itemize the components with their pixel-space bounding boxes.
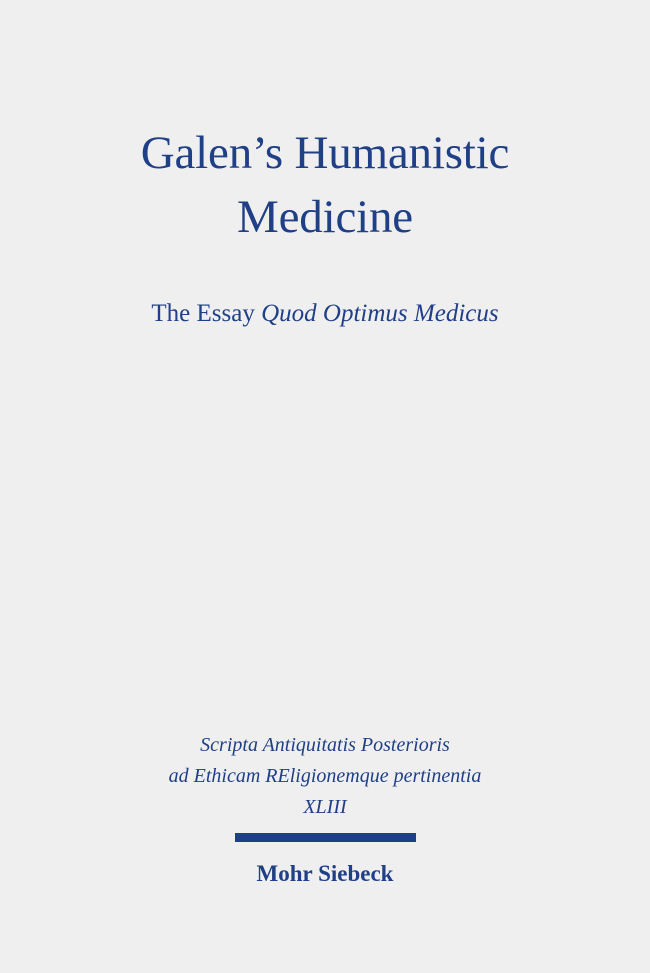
subtitle-work-title: Quod Optimus Medicus [261, 300, 499, 327]
series-volume-number: XLIII [303, 796, 347, 818]
subtitle-prefix: The Essay [151, 300, 262, 327]
series-name-line-1: Scripta Antiquitatis Posterioris [200, 734, 450, 756]
subtitle [0, 299, 650, 329]
title-line-2: Medicine [237, 191, 413, 243]
series-name-line-2: ad Ethicam REligionemque pertinentia [168, 765, 482, 787]
publisher-name: Mohr Siebeck [256, 861, 394, 886]
title-line-1: Galen’s Humanistic [140, 127, 510, 179]
divider-rule [235, 833, 416, 842]
